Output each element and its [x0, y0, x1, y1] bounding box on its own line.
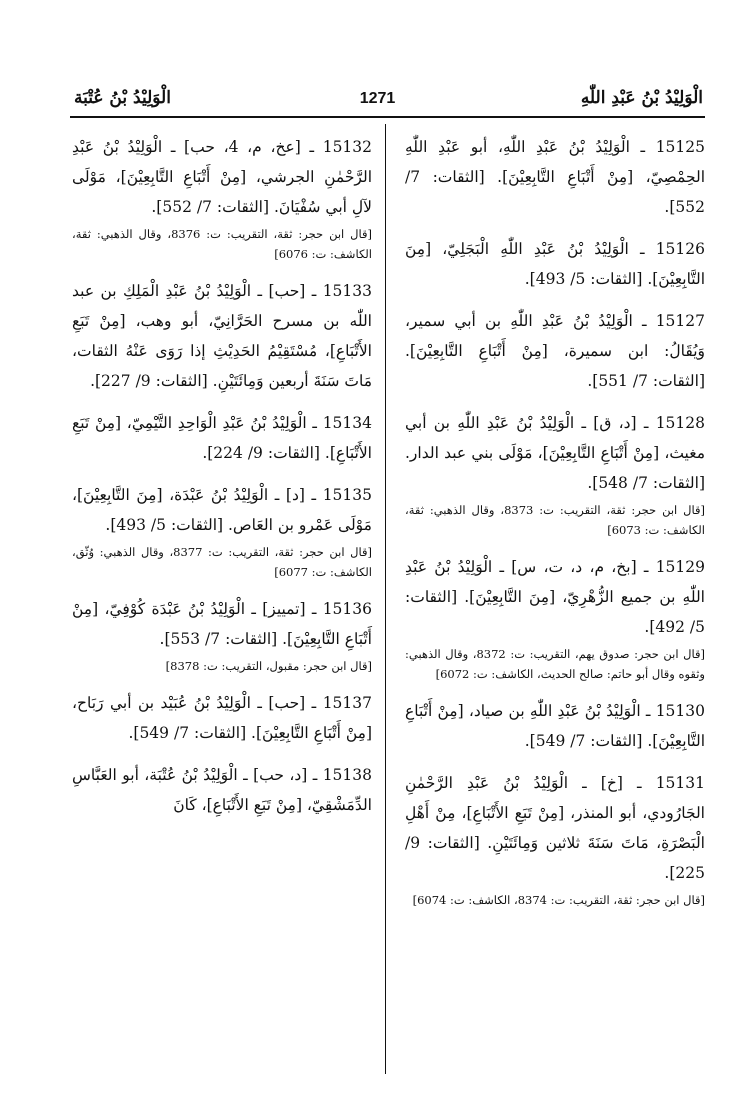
- running-header-right: الْوَلِيْدُ بْنُ عَبْدِ اللّٰهِ: [580, 88, 703, 108]
- entry-text: 15128 ـ [د، ق] ـ الْوَلِيْدُ بْنُ عَبْدِ اللّٰهِ بن أبي مغيث، [مِنْ أَتْبَاعِ التَّابِعِيْنَ]، مَوْلَى بني عبد الدار. [الثقات: 7/ 548].: [405, 414, 705, 492]
- entry-text: 15133 ـ [حب] ـ الْوَلِيْدُ بْنُ عَبْدِ الْمَلِكِ بن عبد اللّٰه بن مسرح الحَرَّانِيّ، أبو وهب، [مِنْ تَبَعِ الأَتْبَاعِ]، مُسْتَقِيْمُ الحَدِيْثِ إذا رَوَى عَنْهُ الثقات، مَاتَ سَنَةَ أربعين وَمِائَتَيْنِ. [الثقات: 9/ 227].: [72, 282, 372, 390]
- entry-text: 15136 ـ [تمييز] ـ الْوَلِيْدُ بْنُ عَبْدَة كُوْفِيّ، [مِنْ أَتْبَاعِ التَّابِعِيْنَ]. [الثقات: 7/ 553].: [72, 600, 372, 648]
- entry-15125: [405, 132, 705, 222]
- entry-text: 15130 ـ الْوَلِيْدُ بْنُ عَبْدِ اللّٰهِ بن صياد، [مِنْ أَتْبَاعِ التَّابِعِيْنَ]. [الثقات: 7/ 549].: [405, 702, 705, 750]
- page-number: 1271: [359, 90, 396, 107]
- entry-text: 15135 ـ [د] ـ الْوَلِيْدُ بْنُ عَبْدَة، [مِنَ التَّابِعِيْنَ]، مَوْلَى عَمْرو بن العَاص. [الثقات: 5/ 493].: [72, 486, 372, 534]
- entry-15134: [72, 408, 372, 468]
- entry-note: [قال ابن حجر: صدوق يهم، التقريب: ت: 8372، وقال الذهبي: وثقوه وقال أبو حاتم: صالح الحديث، الكاشف: ت: 6072]: [405, 647, 705, 681]
- entry-15135: [72, 480, 372, 582]
- entry-15126: [405, 234, 705, 294]
- entry-text: 15131 ـ [خ] ـ الْوَلِيْدُ بْنُ عَبْدِ الرَّحْمٰنِ الجَارُودي، أبو المنذر، [مِنْ تَبَعِ الأَتْبَاعِ]، مِنْ أَهْلِ الْبَصْرَةِ، مَاتَ سَنَةَ ثلاثين وَمِائَتَيْنِ. [الثقات: 9/ 225].: [405, 774, 705, 882]
- entry-15137: [72, 688, 372, 748]
- running-header-left: الْوَلِيْدُ بْنُ عُتْبَة: [74, 88, 171, 108]
- entry-15128: [405, 408, 705, 540]
- entry-15127: [405, 306, 705, 396]
- entry-note: [قال ابن حجر: ثقة، التقريب: ت: 8374، الكاشف: ت: 6074]: [412, 893, 705, 907]
- entry-text: 15126 ـ الْوَلِيْدُ بْنُ عَبْدِ اللّٰهِ الْبَجَلِيّ، [مِنَ التَّابِعِيْنَ]. [الثقات: 5/ 493].: [405, 240, 705, 288]
- entry-text: 15138 ـ [د، حب] ـ الْوَلِيْدُ بْنُ عُتْبَة، أبو العَبَّاسِ الدِّمَشْقِيّ، [مِنْ تَبَعِ الأَتْبَاعِ]، كَانَ: [72, 766, 372, 814]
- entry-text: 15129 ـ [بخ، م، د، ت، س] ـ الْوَلِيْدُ بْنُ عَبْدِ اللّٰهِ بن جميع الزُّهْرِيّ، [مِنَ التَّابِعِيْنَ]. [الثقات: 5/ 492].: [405, 558, 705, 636]
- entry-text: 15134 ـ الْوَلِيْدُ بْنُ عَبْدِ الْوَاحِدِ التَّيْمِيّ، [مِنْ تَبَعِ الأَتْبَاعِ]. [الثقات: 9/ 224].: [72, 414, 372, 462]
- entry-15136: [72, 594, 372, 676]
- entry-note: [قال ابن حجر: ثقة، التقريب: ت: 8373، وقال الذهبي: ثقة، الكاشف: ت: 6073]: [405, 503, 705, 537]
- entry-15129: [405, 552, 705, 684]
- header-rule: [70, 116, 705, 118]
- column-divider: [385, 124, 386, 1074]
- entry-15130: [405, 696, 705, 756]
- entry-text: 15132 ـ [عخ، م، 4، حب] ـ الْوَلِيْدُ بْنُ عَبْدِ الرَّحْمٰنِ الجرشي، [مِنْ أَتْبَاعِ التَّابِعِيْنَ]، مَوْلَى لآلِ أبي سُفْيَانَ. [الثقات: 7/ 552].: [72, 138, 373, 216]
- right-column: [405, 132, 705, 922]
- entry-text: 15127 ـ الْوَلِيْدُ بْنُ عَبْدِ اللّٰهِ بن أبي سمير، وَيُقَالُ: ابن سميرة، [مِنْ أَتْبَاعِ التَّابِعِيْنَ]. [الثقات: 7/ 551].: [405, 312, 705, 390]
- entry-15131: [405, 768, 705, 910]
- left-column: [72, 132, 372, 832]
- entry-15138: [72, 760, 372, 820]
- entry-15132: [72, 132, 372, 264]
- entry-note: [قال ابن حجر: ثقة، التقريب: ت: 8376، وقال الذهبي: ثقة، الكاشف: ت: 6076]: [72, 227, 372, 261]
- entry-text: 15137 ـ [حب] ـ الْوَلِيْدُ بْنُ عُبَيْد بن أبي رَبَاح، [مِنْ أَتْبَاعِ التَّابِعِيْنَ]. [الثقات: 7/ 549].: [72, 694, 372, 742]
- entry-note: [قال ابن حجر: ثقة، التقريب: ت: 8377، وقال الذهبي: وُثّق، الكاشف: ت: 6077]: [72, 545, 372, 579]
- entry-text: 15125 ـ الْوَلِيْدُ بْنُ عَبْدِ اللّٰهِ، أبو عَبْدِ اللّٰهِ الحِمْصِيّ، [مِنْ أَتْبَاعِ التَّابِعِيْنَ]. [الثقات: 7/ 552].: [405, 138, 705, 216]
- entry-15133: [72, 276, 372, 396]
- entry-note: [قال ابن حجر: مقبول، التقريب: ت: 8378]: [165, 659, 372, 673]
